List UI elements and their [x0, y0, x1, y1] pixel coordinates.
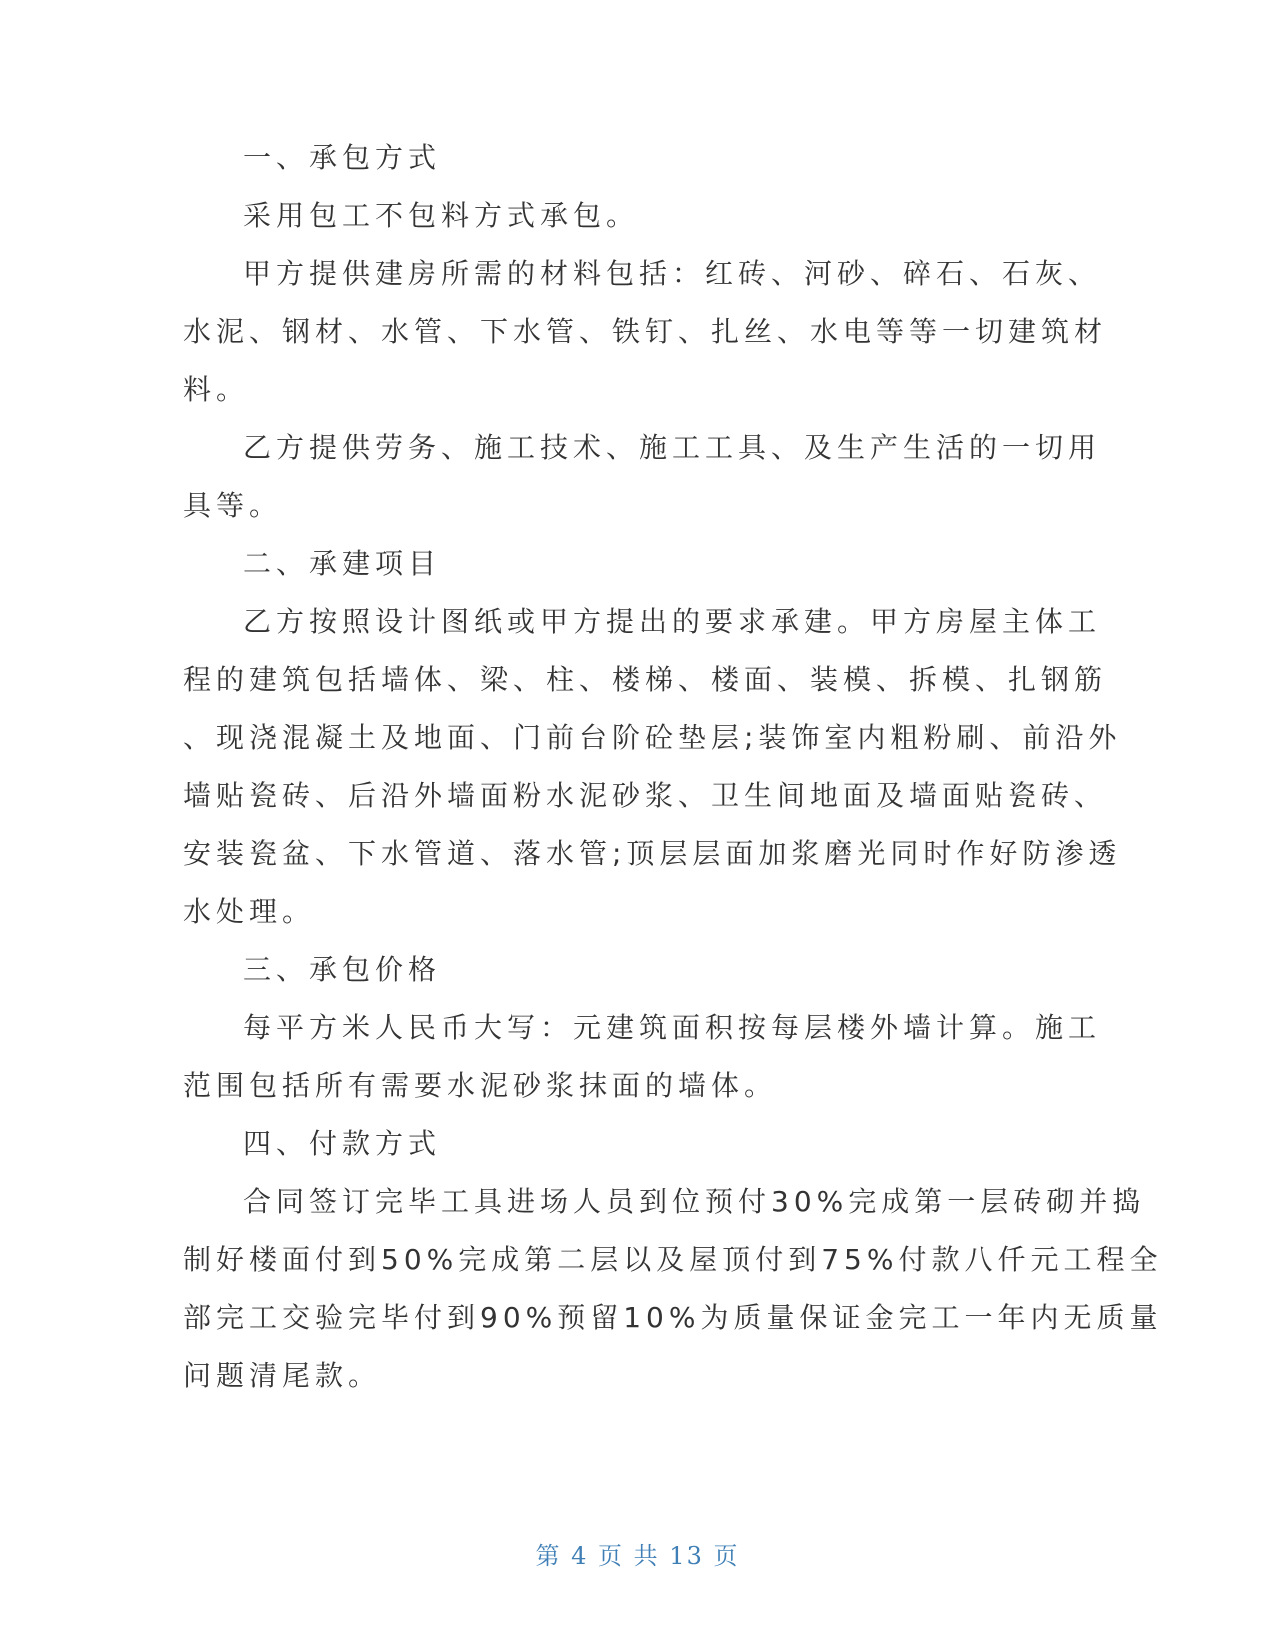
- paragraph-line: 每平方米人民币大写：元建筑面积按每层楼外墙计算。施工: [243, 1011, 1102, 1044]
- section-heading-2: 二、承建项目: [243, 547, 442, 580]
- paragraph-line: 部完工交验完毕付到90%预留10%为质量保证金完工一年内无质量: [183, 1301, 1163, 1334]
- paragraph-line: 甲方提供建房所需的材料包括：红砖、河砂、碎石、石灰、: [243, 257, 1102, 290]
- section-heading-3: 三、承包价格: [243, 953, 442, 986]
- paragraph-line: 墙贴瓷砖、后沿外墙面粉水泥砂浆、卫生间地面及墙面贴瓷砖、: [183, 779, 1108, 812]
- paragraph-line: 水处理。: [183, 895, 316, 928]
- paragraph-line: 采用包工不包料方式承包。: [243, 199, 640, 232]
- paragraph-line: 安装瓷盆、下水管道、落水管;顶层层面加浆磨光同时作好防渗透: [183, 837, 1122, 870]
- paragraph-line: 水泥、钢材、水管、下水管、铁钉、扎丝、水电等等一切建筑材: [183, 315, 1108, 348]
- paragraph-line: 料。: [183, 373, 250, 406]
- paragraph-line: 乙方按照设计图纸或甲方提出的要求承建。甲方房屋主体工: [243, 605, 1102, 638]
- paragraph-line: 问题清尾款。: [183, 1359, 382, 1392]
- section-heading-4: 四、付款方式: [243, 1127, 442, 1160]
- paragraph-line: 乙方提供劳务、施工技术、施工工具、及生产生活的一切用: [243, 431, 1102, 464]
- paragraph-line: 合同签订完毕工具进场人员到位预付30%完成第一层砖砌并捣: [243, 1185, 1146, 1218]
- paragraph-line: 、现浇混凝土及地面、门前台阶砼垫层;装饰室内粗粉刷、前沿外: [183, 721, 1122, 754]
- paragraph-line: 制好楼面付到50%完成第二层以及屋顶付到75%付款八仟元工程全: [183, 1243, 1163, 1276]
- section-heading-1: 一、承包方式: [243, 141, 442, 174]
- paragraph-line: 程的建筑包括墙体、梁、柱、楼梯、楼面、装模、拆模、扎钢筋: [183, 663, 1108, 696]
- paragraph-line: 范围包括所有需要水泥砂浆抹面的墙体。: [183, 1069, 778, 1102]
- page-number-footer: 第 4 页 共 13 页: [535, 1542, 740, 1570]
- paragraph-line: 具等。: [183, 489, 283, 522]
